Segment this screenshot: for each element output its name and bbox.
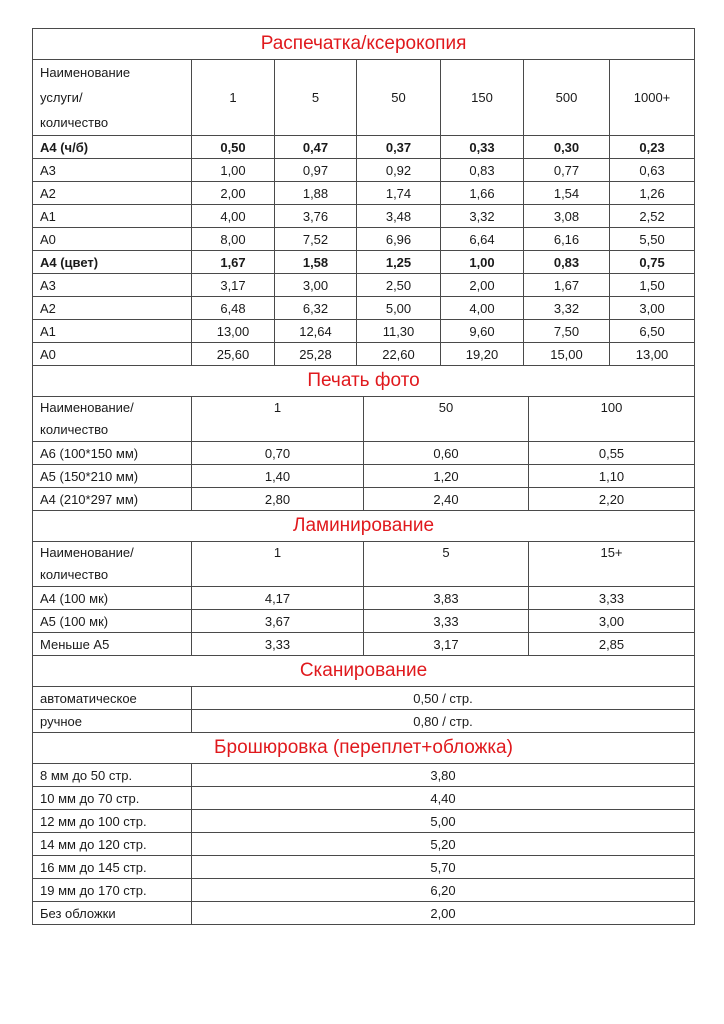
service-name: 19 мм до 170 стр.: [33, 879, 192, 902]
price-cell: 4,17: [192, 587, 364, 610]
lamination-header-label-line2: количество: [40, 567, 109, 582]
photo-qty-header: 50: [364, 397, 529, 442]
printing-row: [33, 320, 695, 343]
price-cell: 3,67: [192, 610, 364, 633]
price-cell: 1,25: [357, 251, 441, 274]
price-cell: 1,67: [524, 274, 610, 297]
lamination-row: [33, 633, 695, 656]
price-cell: 0,83: [441, 159, 524, 182]
price-cell: 2,80: [192, 488, 364, 511]
service-name: А4 (ч/б): [33, 136, 192, 159]
price-cell: 2,00: [192, 182, 275, 205]
service-name: А2: [33, 297, 192, 320]
price-cell: 9,60: [441, 320, 524, 343]
price-cell: 15,00: [524, 343, 610, 366]
service-name: А5 (100 мк): [33, 610, 192, 633]
service-name: 12 мм до 100 стр.: [33, 810, 192, 833]
lamination-qty-header: 5: [364, 542, 529, 587]
price-cell: 6,20: [192, 879, 695, 902]
price-cell: 3,33: [192, 633, 364, 656]
service-name: 14 мм до 120 стр.: [33, 833, 192, 856]
price-cell: 6,32: [275, 297, 357, 320]
price-cell: 2,00: [441, 274, 524, 297]
lamination-title: Ламинирование: [33, 511, 695, 542]
service-name: Без обложки: [33, 902, 192, 925]
price-cell: 3,76: [275, 205, 357, 228]
price-cell: 3,33: [529, 587, 695, 610]
price-cell: 6,96: [357, 228, 441, 251]
price-cell: 4,40: [192, 787, 695, 810]
printing-header-label-line3: количество: [40, 115, 109, 130]
photo-header-label: [33, 397, 192, 442]
lamination-qty-header: 15+: [529, 542, 695, 587]
price-cell: 0,30: [524, 136, 610, 159]
service-name: А0: [33, 228, 192, 251]
price-cell: 0,55: [529, 442, 695, 465]
binding-row: [33, 833, 695, 856]
service-name: ручное: [33, 710, 192, 733]
printing-header-label: [33, 60, 192, 136]
photo-row: [33, 488, 695, 511]
price-cell: 6,16: [524, 228, 610, 251]
scanning-table: [32, 655, 695, 733]
price-cell: 3,00: [610, 297, 695, 320]
price-cell: 0,47: [275, 136, 357, 159]
printing-header-label-line2: услуги/: [40, 90, 83, 105]
printing-qty-header: 500: [524, 60, 610, 136]
price-cell: 7,52: [275, 228, 357, 251]
price-cell: 1,40: [192, 465, 364, 488]
price-list-sheet: [32, 28, 694, 925]
price-cell: 1,88: [275, 182, 357, 205]
photo-table: [32, 365, 695, 511]
price-cell: 1,00: [192, 159, 275, 182]
printing-header-label-line1: Наименование: [40, 65, 131, 80]
service-name: А0: [33, 343, 192, 366]
printing-qty-header: 1000+: [610, 60, 695, 136]
printing-title: Распечатка/ксерокопия: [33, 29, 695, 60]
printing-qty-header: 50: [357, 60, 441, 136]
printing-row: [33, 297, 695, 320]
price-cell: 1,54: [524, 182, 610, 205]
price-cell: 1,58: [275, 251, 357, 274]
service-name: Меньше А5: [33, 633, 192, 656]
lamination-header-label-line1: Наименование/: [40, 545, 134, 560]
price-cell: 3,17: [364, 633, 529, 656]
binding-row: [33, 810, 695, 833]
service-name: А3: [33, 274, 192, 297]
price-cell: 0,63: [610, 159, 695, 182]
binding-row: [33, 764, 695, 787]
price-cell: 2,50: [357, 274, 441, 297]
price-cell: 3,17: [192, 274, 275, 297]
lamination-row: [33, 610, 695, 633]
printing-qty-header: 1: [192, 60, 275, 136]
price-cell: 2,20: [529, 488, 695, 511]
price-cell: 2,52: [610, 205, 695, 228]
lamination-table: [32, 510, 695, 656]
price-cell: 5,20: [192, 833, 695, 856]
service-name: А4 (100 мк): [33, 587, 192, 610]
price-cell: 4,00: [441, 297, 524, 320]
photo-row: [33, 442, 695, 465]
price-cell: 0,23: [610, 136, 695, 159]
service-name: А5 (150*210 мм): [33, 465, 192, 488]
service-name: автоматическое: [33, 687, 192, 710]
price-cell: 7,50: [524, 320, 610, 343]
price-cell: 3,00: [275, 274, 357, 297]
price-cell: 1,26: [610, 182, 695, 205]
printing-row: [33, 205, 695, 228]
price-cell: 5,00: [192, 810, 695, 833]
price-cell: 0,97: [275, 159, 357, 182]
binding-row: [33, 856, 695, 879]
price-cell: 5,00: [357, 297, 441, 320]
service-name: А3: [33, 159, 192, 182]
price-cell: 1,50: [610, 274, 695, 297]
price-cell: 0,60: [364, 442, 529, 465]
price-cell: 3,32: [524, 297, 610, 320]
printing-row: [33, 251, 695, 274]
price-cell: 22,60: [357, 343, 441, 366]
price-cell: 6,48: [192, 297, 275, 320]
price-cell: 25,28: [275, 343, 357, 366]
price-cell: 2,85: [529, 633, 695, 656]
price-cell: 5,50: [610, 228, 695, 251]
lamination-qty-header: 1: [192, 542, 364, 587]
price-cell: 12,64: [275, 320, 357, 343]
price-cell: 0,50 / стр.: [192, 687, 695, 710]
price-cell: 0,80 / стр.: [192, 710, 695, 733]
price-cell: 6,50: [610, 320, 695, 343]
service-name: 8 мм до 50 стр.: [33, 764, 192, 787]
price-cell: 1,20: [364, 465, 529, 488]
price-cell: 4,00: [192, 205, 275, 228]
price-cell: 2,40: [364, 488, 529, 511]
price-cell: 0,70: [192, 442, 364, 465]
price-cell: 1,74: [357, 182, 441, 205]
price-cell: 11,30: [357, 320, 441, 343]
photo-header-label-line1: Наименование/: [40, 400, 134, 415]
printing-row: [33, 274, 695, 297]
price-cell: 1,67: [192, 251, 275, 274]
photo-qty-header: 100: [529, 397, 695, 442]
price-cell: 3,00: [529, 610, 695, 633]
printing-row: [33, 228, 695, 251]
service-name: А2: [33, 182, 192, 205]
price-cell: 13,00: [192, 320, 275, 343]
service-name: А1: [33, 205, 192, 228]
price-cell: 3,33: [364, 610, 529, 633]
price-cell: 3,08: [524, 205, 610, 228]
price-cell: 25,60: [192, 343, 275, 366]
scanning-title: Сканирование: [33, 656, 695, 687]
printing-row: [33, 343, 695, 366]
scanning-row: [33, 687, 695, 710]
printing-row: [33, 182, 695, 205]
price-cell: 5,70: [192, 856, 695, 879]
price-cell: 3,48: [357, 205, 441, 228]
lamination-row: [33, 587, 695, 610]
printing-row: [33, 136, 695, 159]
price-cell: 2,00: [192, 902, 695, 925]
price-cell: 3,32: [441, 205, 524, 228]
price-cell: 3,83: [364, 587, 529, 610]
scanning-row: [33, 710, 695, 733]
lamination-header-label: [33, 542, 192, 587]
price-cell: 1,00: [441, 251, 524, 274]
price-cell: 0,92: [357, 159, 441, 182]
photo-header-label-line2: количество: [40, 422, 109, 437]
binding-row: [33, 879, 695, 902]
photo-qty-header: 1: [192, 397, 364, 442]
price-cell: 0,75: [610, 251, 695, 274]
service-name: А6 (100*150 мм): [33, 442, 192, 465]
binding-row: [33, 787, 695, 810]
printing-table: [32, 28, 695, 366]
price-cell: 8,00: [192, 228, 275, 251]
service-name: 16 мм до 145 стр.: [33, 856, 192, 879]
price-cell: 0,33: [441, 136, 524, 159]
service-name: А1: [33, 320, 192, 343]
price-cell: 6,64: [441, 228, 524, 251]
price-cell: 0,83: [524, 251, 610, 274]
printing-qty-header: 150: [441, 60, 524, 136]
price-cell: 0,77: [524, 159, 610, 182]
price-cell: 19,20: [441, 343, 524, 366]
price-cell: 3,80: [192, 764, 695, 787]
binding-row: [33, 902, 695, 925]
printing-qty-header: 5: [275, 60, 357, 136]
service-name: А4 (цвет): [33, 251, 192, 274]
binding-table: [32, 732, 695, 925]
service-name: А4 (210*297 мм): [33, 488, 192, 511]
price-cell: 1,10: [529, 465, 695, 488]
price-cell: 13,00: [610, 343, 695, 366]
printing-row: [33, 159, 695, 182]
price-cell: 0,50: [192, 136, 275, 159]
service-name: 10 мм до 70 стр.: [33, 787, 192, 810]
price-cell: 0,37: [357, 136, 441, 159]
binding-title: Брошюровка (переплет+обложка): [33, 733, 695, 764]
photo-title: Печать фото: [33, 366, 695, 397]
photo-row: [33, 465, 695, 488]
price-cell: 1,66: [441, 182, 524, 205]
